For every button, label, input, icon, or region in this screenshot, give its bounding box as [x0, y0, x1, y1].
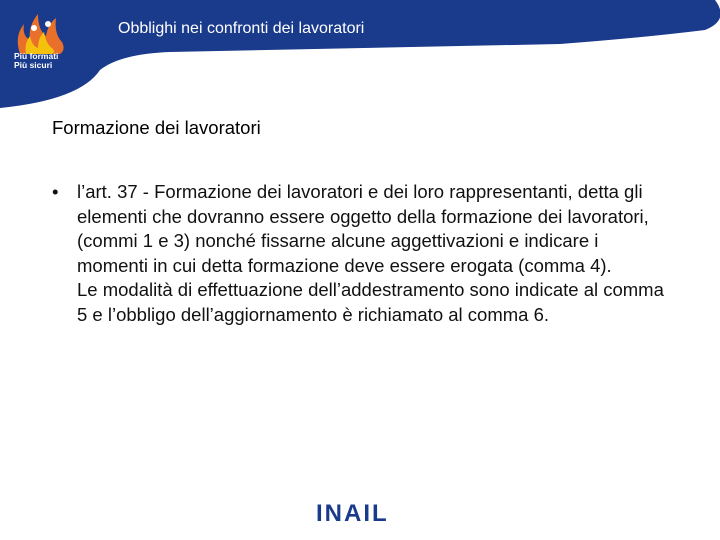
header-title: Obblighi nei confronti dei lavoratori — [118, 20, 365, 37]
logo-line2: Più sicuri — [14, 60, 53, 70]
bullet-item — [52, 180, 672, 278]
inail-logo-text: INAIL — [316, 500, 389, 524]
continuation-paragraph: Le modalità di effettuazione dell’addestramento sono indicate al comma 5 e l’obbligo dell’aggiornamento è richiamato al comma 6. — [77, 279, 664, 325]
logo-line1: Più formati — [14, 51, 59, 61]
header-band — [0, 0, 720, 110]
bullet-symbol: • — [52, 181, 59, 202]
inail-logo — [316, 500, 412, 524]
section-title: Formazione dei lavoratori — [52, 117, 261, 138]
header-wave-shape — [0, 0, 720, 110]
logo-text — [14, 52, 84, 70]
bullet-block — [52, 180, 672, 327]
bullet-text: l’art. 37 - Formazione dei lavoratori e dei loro rappresentanti, detta gli elementi che dovranno essere oggetto della formazione dei lavoratori, (commi 1 e 3) nonché fissarne alcune aggettivazioni e indicare i momenti in cui detta formazione deve essere erogata (comma 4). — [77, 181, 649, 276]
